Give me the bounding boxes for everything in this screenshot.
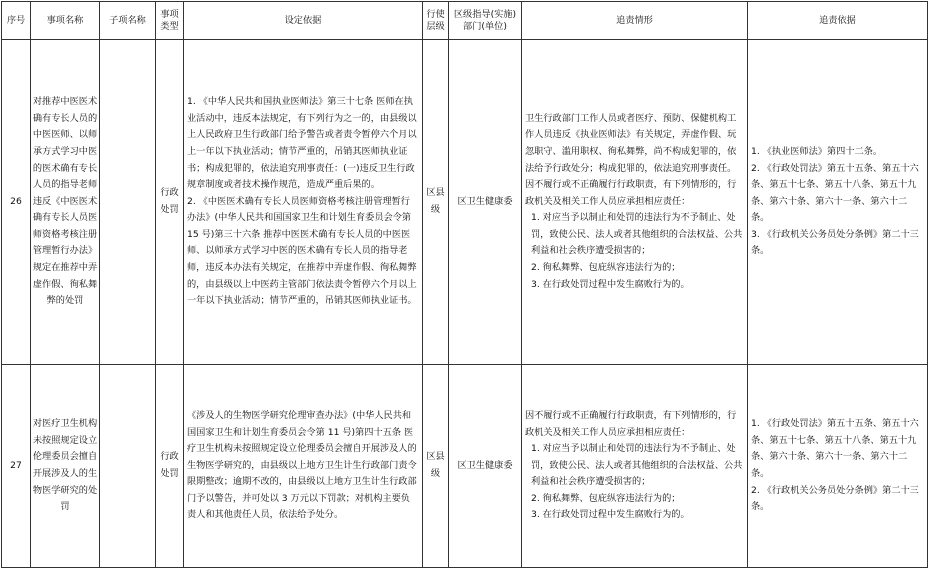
accountability-lead: 因不履行或不正确履行行政职责，有下列情形的，行政机关及相关工作人员应承担相应责任： bbox=[525, 179, 737, 207]
cell-level: 区县级 bbox=[423, 40, 449, 365]
accountability-lead: 因不履行或不正确履行行政职责，有下列情形的，行政机关及相关工作人员应承担相应责任： bbox=[525, 409, 737, 438]
accountability-item: 1. 对应当予以制止和处罚的违法行为不予制止、处罚，致使公民、法人或者其他组织的合法权益、公共利益和社会秩序遭受损害的； bbox=[531, 443, 743, 488]
header-accountability: 追责情形 bbox=[522, 2, 748, 40]
header-level: 行使层级 bbox=[423, 2, 449, 40]
cell-accountability bbox=[522, 40, 748, 365]
cell-accountability-basis bbox=[748, 40, 928, 365]
accountability-intro: 卫生行政部门工作人员或者医疗、预防、保健机构工作人员违反《执业医师法》有关规定，弄虚作假、玩忽职守、滥用职权、徇私舞弊，尚不构成犯罪的，依法给予行政处分；构成犯罪的，依法追究刑事责任。 bbox=[525, 112, 737, 174]
cell-item-type: 行政处罚 bbox=[156, 40, 184, 365]
header-item-type: 事项类型 bbox=[156, 2, 184, 40]
cell-basis bbox=[184, 40, 423, 365]
accountability-basis-item: 2. 《行政处罚法》第五十五条、第五十六条、第五十七条、第五十八条、第五十九条、第六十条、第六十一条、第六十二条。 bbox=[751, 162, 919, 224]
cell-basis bbox=[184, 365, 423, 568]
cell-dept: 区卫生健康委 bbox=[449, 365, 522, 568]
cell-accountability bbox=[522, 365, 748, 568]
header-item-name: 事项名称 bbox=[31, 2, 100, 40]
header-dept: 区级指导(实施)部门(单位) bbox=[449, 2, 522, 40]
header-sub-item: 子项名称 bbox=[100, 2, 156, 40]
cell-sub-item bbox=[100, 40, 156, 365]
basis-paragraph: 1. 《中华人民共和国执业医师法》第三十七条 医师在执业活动中，违反本法规定，有下列行为之一的，由县级以上人民政府卫生行政部门给予警告或者责令暂停六个月以上一年以下执业活动；情节严重的，吊销其医师执业证书；构成犯罪的，依法追究刑事责任：(一)违反卫生行政规章制度或者技术操作规范，造成严重后果的。 bbox=[187, 96, 417, 191]
accountability-item: 3. 在行政处罚过程中发生腐败行为的。 bbox=[531, 509, 690, 521]
accountability-table bbox=[1, 1, 928, 568]
cell-dept: 区卫生健康委 bbox=[449, 40, 522, 365]
accountability-item: 3. 在行政处罚过程中发生腐败行为的。 bbox=[531, 278, 690, 290]
header-row bbox=[2, 2, 928, 40]
accountability-item: 2. 徇私舞弊、包庇纵容违法行为的； bbox=[531, 492, 681, 504]
table-row bbox=[2, 40, 928, 365]
accountability-basis-item: 3. 《行政机关公务员处分条例》第二十三条。 bbox=[751, 228, 919, 257]
cell-accountability-basis bbox=[748, 365, 928, 568]
cell-item-type: 行政处罚 bbox=[156, 365, 184, 568]
cell-seq: 26 bbox=[2, 40, 31, 365]
accountability-basis-item: 2. 《行政机关公务员处分条例》第二十三条。 bbox=[751, 484, 919, 513]
cell-item-name: 对医疗卫生机构未按照规定设立伦理委员会擅自开展涉及人的生物医学研究的处罚 bbox=[31, 365, 100, 568]
accountability-basis-item: 1. 《行政处罚法》第五十五条、第五十六条、第五十七条、第五十八条、第五十九条、第六十条、第六十一条、第六十二条。 bbox=[751, 418, 919, 479]
basis-paragraph: 2. 《中医医术确有专长人员医师资格考核注册管理暂行办法》(中华人民共和国国家卫生和计划生育委员会令第 15 号)第三十六条 推荐中医医术确有专长人员的中医医师、以师承方式学习中医的医术确有专长人员的指导老师，违反本办法有关规定，在推荐中弄虚作假、徇私舞弊的，由县级以上中医药主管部门依法责令暂停六个月以上一年以下执业活动；情节严重的，吊销其医师执业证书。 bbox=[187, 195, 417, 307]
cell-sub-item bbox=[100, 365, 156, 568]
cell-seq: 27 bbox=[2, 365, 31, 568]
cell-level: 区县级 bbox=[423, 365, 449, 568]
accountability-item: 1. 对应当予以制止和处罚的违法行为不予制止、处罚，致使公民、法人或者其他组织的合法权益、公共利益和社会秩序遭受损害的； bbox=[531, 212, 743, 257]
cell-item-name: 对推荐中医医术确有专长人员的中医医师、以师承方式学习中医的医术确有专长人员的指导老师违反《中医医术确有专长人员医师资格考核注册管理暂行办法》规定在推荐中弄虚作假、徇私舞弊的处罚 bbox=[31, 40, 100, 365]
table-row bbox=[2, 365, 928, 568]
header-basis: 设定依据 bbox=[184, 2, 423, 40]
basis-paragraph: 《涉及人的生物医学研究伦理审查办法》(中华人民共和国国家卫生和计划生育委员会令第 11 号)第四十五条 医疗卫生机构未按照规定设立伦理委员会擅自开展涉及人的生物医学研究的，由县级以上地方卫生计生行政部门责令限期整改；逾期不改的，由县级以上地方卫生计生行政部门予以警告，并可处以 3 万元以下罚款；对机构主要负责人和其他责任人员，依法给予处分。 bbox=[187, 409, 417, 521]
accountability-basis-item: 1. 《执业医师法》第四十二条。 bbox=[751, 145, 883, 157]
accountability-item: 2. 徇私舞弊、包庇纵容违法行为的； bbox=[531, 262, 681, 274]
header-seq: 序号 bbox=[2, 2, 31, 40]
header-accountability-basis: 追责依据 bbox=[748, 2, 928, 40]
